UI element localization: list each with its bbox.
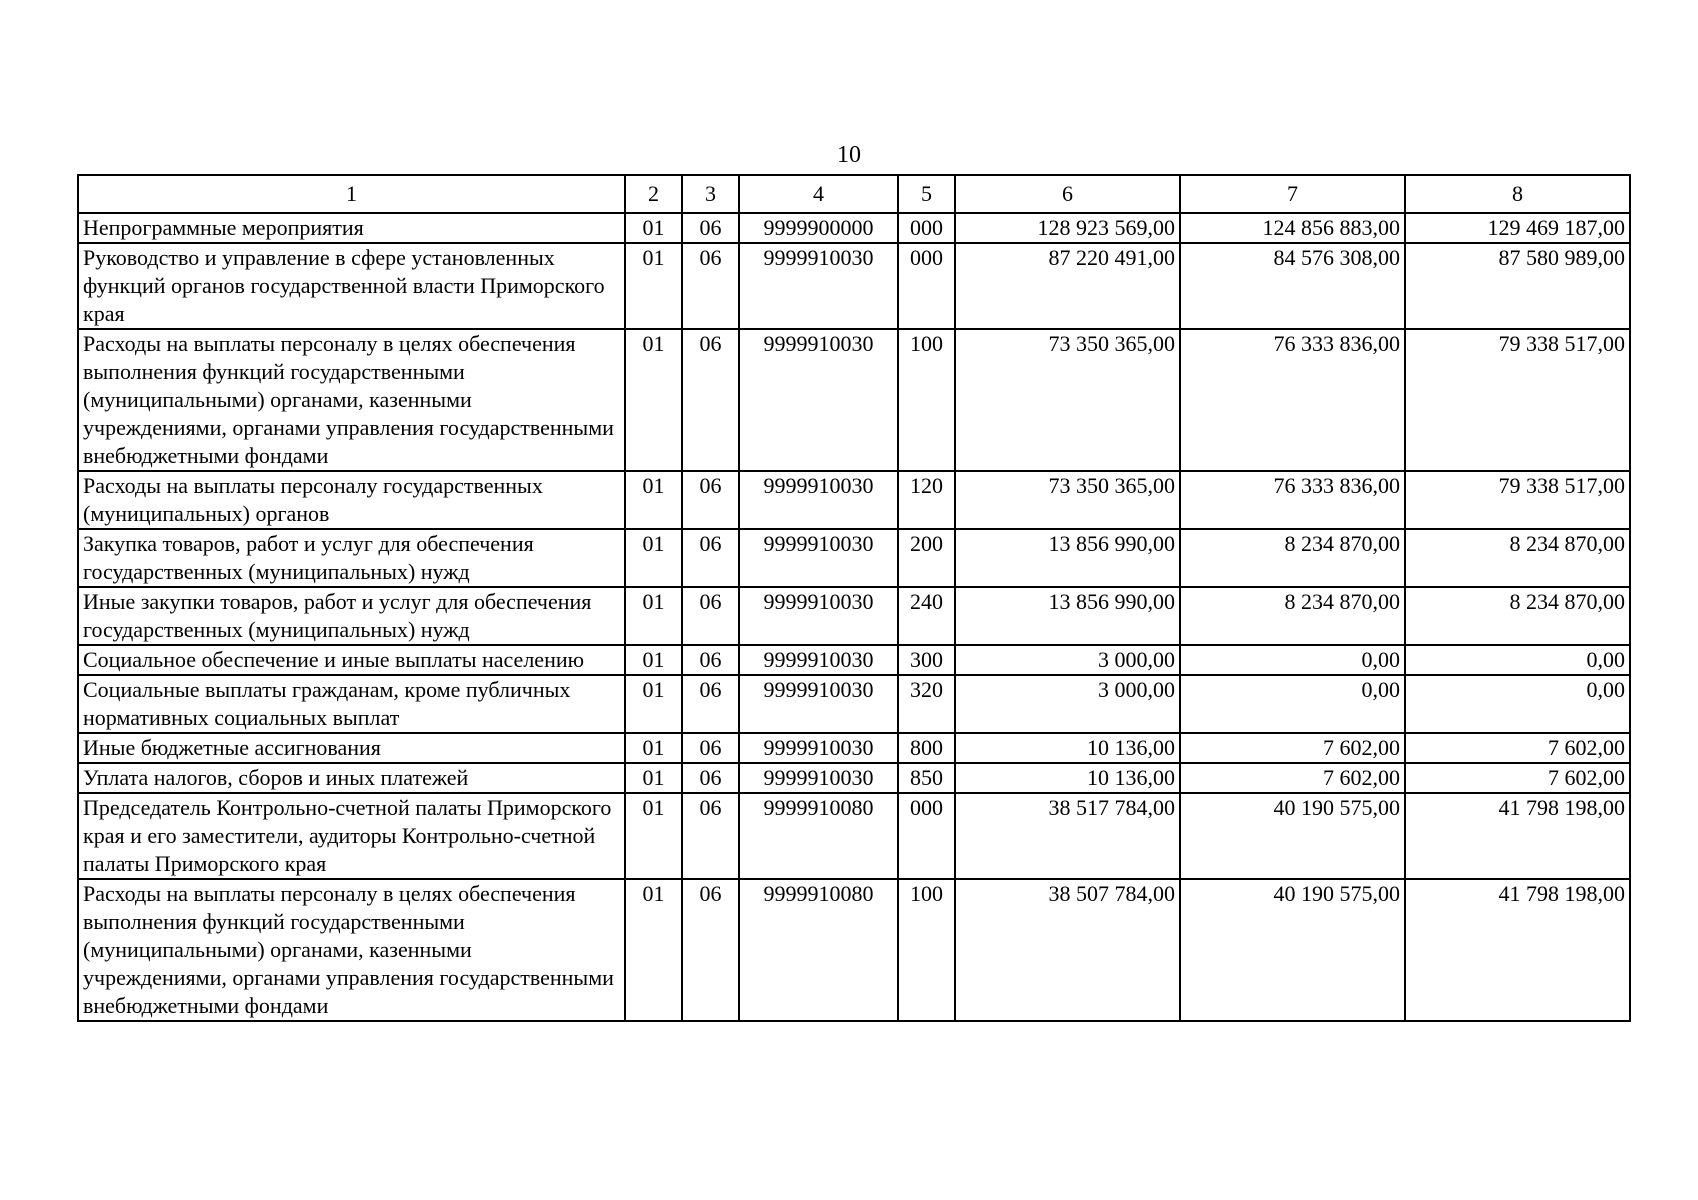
amount-col6-cell: 10 136,00 [955, 733, 1180, 763]
amount-col6-cell: 38 517 784,00 [955, 793, 1180, 879]
table-row [78, 471, 1630, 529]
amount-col7-cell: 84 576 308,00 [1180, 243, 1405, 329]
amount-col8-cell: 8 234 870,00 [1405, 529, 1630, 587]
column-header: 4 [739, 175, 898, 213]
row-name-cell: Закупка товаров, работ и услуг для обеспечения государственных (муниципальных) нужд [78, 529, 625, 587]
amount-col7-cell: 40 190 575,00 [1180, 879, 1405, 1021]
expense-type-cell: 300 [898, 645, 955, 675]
target-article-cell: 9999910030 [739, 733, 898, 763]
subsection-code-cell: 06 [682, 329, 739, 471]
target-article-cell: 9999910030 [739, 645, 898, 675]
column-header: 8 [1405, 175, 1630, 213]
column-header: 2 [625, 175, 682, 213]
subsection-code-cell: 06 [682, 733, 739, 763]
target-article-cell: 9999910030 [739, 587, 898, 645]
section-code-cell: 01 [625, 645, 682, 675]
subsection-code-cell: 06 [682, 879, 739, 1021]
section-code-cell: 01 [625, 763, 682, 793]
amount-col7-cell: 8 234 870,00 [1180, 529, 1405, 587]
expense-type-cell: 100 [898, 879, 955, 1021]
amount-col7-cell: 76 333 836,00 [1180, 471, 1405, 529]
target-article-cell: 9999910080 [739, 793, 898, 879]
target-article-cell: 9999910030 [739, 763, 898, 793]
subsection-code-cell: 06 [682, 645, 739, 675]
amount-col8-cell: 87 580 989,00 [1405, 243, 1630, 329]
amount-col7-cell: 76 333 836,00 [1180, 329, 1405, 471]
page-number: 10 [837, 142, 861, 168]
subsection-code-cell: 06 [682, 793, 739, 879]
amount-col8-cell: 8 234 870,00 [1405, 587, 1630, 645]
subsection-code-cell: 06 [682, 213, 739, 243]
expense-type-cell: 120 [898, 471, 955, 529]
table-row [78, 587, 1630, 645]
amount-col7-cell: 7 602,00 [1180, 733, 1405, 763]
section-code-cell: 01 [625, 329, 682, 471]
target-article-cell: 9999900000 [739, 213, 898, 243]
column-header: 6 [955, 175, 1180, 213]
amount-col8-cell: 0,00 [1405, 645, 1630, 675]
column-header: 7 [1180, 175, 1405, 213]
section-code-cell: 01 [625, 587, 682, 645]
subsection-code-cell: 06 [682, 587, 739, 645]
column-header: 1 [78, 175, 625, 213]
section-code-cell: 01 [625, 243, 682, 329]
amount-col6-cell: 38 507 784,00 [955, 879, 1180, 1021]
row-name-cell: Социальные выплаты гражданам, кроме публичных нормативных социальных выплат [78, 675, 625, 733]
amount-col7-cell: 0,00 [1180, 645, 1405, 675]
amount-col8-cell: 79 338 517,00 [1405, 471, 1630, 529]
table-row [78, 879, 1630, 1021]
section-code-cell: 01 [625, 471, 682, 529]
expense-type-cell: 850 [898, 763, 955, 793]
expense-type-cell: 200 [898, 529, 955, 587]
section-code-cell: 01 [625, 675, 682, 733]
row-name-cell: Иные бюджетные ассигнования [78, 733, 625, 763]
amount-col7-cell: 124 856 883,00 [1180, 213, 1405, 243]
row-name-cell: Расходы на выплаты персоналу в целях обеспечения выполнения функций государственными (муниципальными) органами, казенными учреждениями, органами управления государственными внебюджетными фондами [78, 879, 625, 1021]
header-row [78, 175, 1630, 213]
amount-col6-cell: 10 136,00 [955, 763, 1180, 793]
amount-col8-cell: 41 798 198,00 [1405, 879, 1630, 1021]
amount-col8-cell: 129 469 187,00 [1405, 213, 1630, 243]
subsection-code-cell: 06 [682, 529, 739, 587]
row-name-cell: Уплата налогов, сборов и иных платежей [78, 763, 625, 793]
expense-type-cell: 240 [898, 587, 955, 645]
column-header: 5 [898, 175, 955, 213]
table-row [78, 645, 1630, 675]
amount-col6-cell: 13 856 990,00 [955, 529, 1180, 587]
subsection-code-cell: 06 [682, 675, 739, 733]
row-name-cell: Руководство и управление в сфере установленных функций органов государственной власти Приморского края [78, 243, 625, 329]
row-name-cell: Социальное обеспечение и иные выплаты населению [78, 645, 625, 675]
amount-col6-cell: 73 350 365,00 [955, 329, 1180, 471]
target-article-cell: 9999910030 [739, 243, 898, 329]
expense-type-cell: 000 [898, 213, 955, 243]
table-row [78, 793, 1630, 879]
table-row [78, 243, 1630, 329]
section-code-cell: 01 [625, 529, 682, 587]
row-name-cell: Непрограммные мероприятия [78, 213, 625, 243]
table-row [78, 675, 1630, 733]
amount-col8-cell: 41 798 198,00 [1405, 793, 1630, 879]
target-article-cell: 9999910030 [739, 471, 898, 529]
subsection-code-cell: 06 [682, 243, 739, 329]
expense-type-cell: 800 [898, 733, 955, 763]
section-code-cell: 01 [625, 213, 682, 243]
subsection-code-cell: 06 [682, 763, 739, 793]
table-row [78, 763, 1630, 793]
amount-col7-cell: 7 602,00 [1180, 763, 1405, 793]
amount-col8-cell: 7 602,00 [1405, 733, 1630, 763]
amount-col6-cell: 128 923 569,00 [955, 213, 1180, 243]
expense-type-cell: 000 [898, 243, 955, 329]
target-article-cell: 9999910030 [739, 329, 898, 471]
section-code-cell: 01 [625, 733, 682, 763]
amount-col7-cell: 40 190 575,00 [1180, 793, 1405, 879]
target-article-cell: 9999910030 [739, 675, 898, 733]
row-name-cell: Расходы на выплаты персоналу государственных (муниципальных) органов [78, 471, 625, 529]
subsection-code-cell: 06 [682, 471, 739, 529]
amount-col6-cell: 13 856 990,00 [955, 587, 1180, 645]
column-header: 3 [682, 175, 739, 213]
section-code-cell: 01 [625, 793, 682, 879]
amount-col7-cell: 0,00 [1180, 675, 1405, 733]
amount-col6-cell: 87 220 491,00 [955, 243, 1180, 329]
amount-col8-cell: 7 602,00 [1405, 763, 1630, 793]
row-name-cell: Иные закупки товаров, работ и услуг для обеспечения государственных (муниципальных) нужд [78, 587, 625, 645]
table-row [78, 529, 1630, 587]
section-code-cell: 01 [625, 879, 682, 1021]
amount-col8-cell: 0,00 [1405, 675, 1630, 733]
expense-type-cell: 100 [898, 329, 955, 471]
row-name-cell: Расходы на выплаты персоналу в целях обеспечения выполнения функций государственными (муниципальными) органами, казенными учреждениями, органами управления государственными внебюджетными фондами [78, 329, 625, 471]
expense-type-cell: 320 [898, 675, 955, 733]
target-article-cell: 9999910080 [739, 879, 898, 1021]
amount-col6-cell: 73 350 365,00 [955, 471, 1180, 529]
row-name-cell: Председатель Контрольно-счетной палаты Приморского края и его заместители, аудиторы Контрольно-счетной палаты Приморского края [78, 793, 625, 879]
amount-col6-cell: 3 000,00 [955, 675, 1180, 733]
amount-col8-cell: 79 338 517,00 [1405, 329, 1630, 471]
table-row [78, 733, 1630, 763]
amount-col6-cell: 3 000,00 [955, 645, 1180, 675]
target-article-cell: 9999910030 [739, 529, 898, 587]
table-row [78, 213, 1630, 243]
table-row [78, 329, 1630, 471]
budget-table [77, 174, 1631, 1022]
expense-type-cell: 000 [898, 793, 955, 879]
amount-col7-cell: 8 234 870,00 [1180, 587, 1405, 645]
